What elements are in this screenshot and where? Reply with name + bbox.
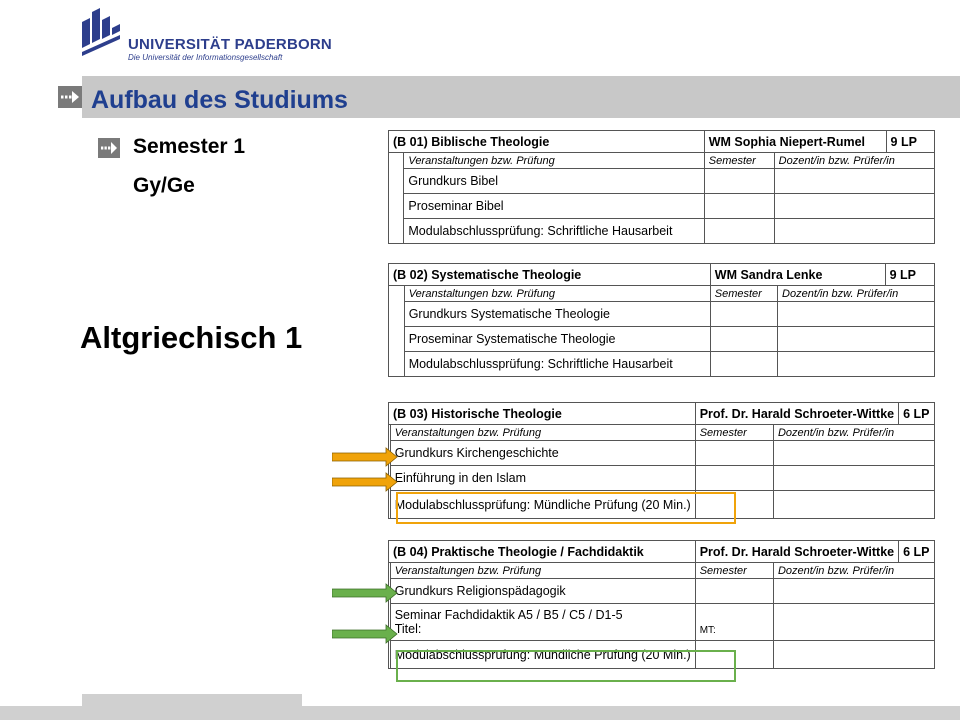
column-header-lecturer: Dozent/in bzw. Prüfer/in [778, 286, 935, 302]
module-credits: 9 LP [885, 264, 934, 286]
exam-highlight-orange [396, 492, 736, 524]
column-header-lecturer: Dozent/in bzw. Prüfer/in [773, 425, 934, 441]
arrow-right-icon [332, 583, 398, 603]
module-title: (B 02) Systematische Theologie [389, 264, 711, 286]
exam-highlight-green [396, 650, 736, 682]
course-row: Grundkurs Religionspädagogik [390, 579, 695, 604]
column-header-course: Veranstaltungen bzw. Prüfung [404, 153, 704, 169]
module-title: (B 04) Praktische Theologie / Fachdidaktik [389, 541, 696, 563]
exam-row: Modulabschlussprüfung: Schriftliche Hausarbeit [404, 352, 710, 377]
column-header-semester: Semester [695, 563, 773, 579]
course-row: Grundkurs Bibel [404, 169, 704, 194]
exam-row: Modulabschlussprüfung: Mündliche Prüfung (20 Min.) [390, 491, 695, 519]
course-row: Proseminar Bibel [404, 194, 704, 219]
column-header-lecturer: Dozent/in bzw. Prüfer/in [773, 563, 934, 579]
callout-altgriechisch: Altgriechisch 1 [80, 320, 303, 355]
seminar-label: Seminar Fachdidaktik A5 / B5 / C5 / D1-5 [394, 608, 623, 622]
course-row: Grundkurs Systematische Theologie [404, 302, 710, 327]
page-title: Aufbau des Studiums [91, 86, 348, 114]
title-label: Titel: [394, 622, 422, 636]
exam-row: Modulabschlussprüfung: Schriftliche Hausarbeit [404, 219, 704, 244]
column-header-semester: Semester [710, 286, 777, 302]
column-header-course: Veranstaltungen bzw. Prüfung [390, 425, 695, 441]
module-person: WM Sandra Lenke [710, 264, 885, 286]
arrow-bullet-icon [98, 138, 120, 158]
course-row: Grundkurs Kirchengeschichte [390, 441, 695, 466]
exam-row: Modulabschlussprüfung: Mündliche Prüfung (20 Min.) [390, 641, 695, 669]
course-row: Proseminar Systematische Theologie [404, 327, 710, 352]
arrow-right-icon [332, 447, 398, 467]
arrow-bullet-icon [58, 86, 82, 108]
university-tagline: Die Universität der Informationsgesellschaft [128, 53, 283, 62]
module-table-b01 [388, 130, 935, 244]
module-credits: 9 LP [886, 131, 934, 153]
course-row: Einführung in den Islam [390, 466, 695, 491]
module-person: Prof. Dr. Harald Schroeter-Wittke [695, 403, 898, 425]
module-credits: 6 LP [899, 541, 935, 563]
column-header-course: Veranstaltungen bzw. Prüfung [404, 286, 710, 302]
arrow-right-icon [332, 624, 398, 644]
arrow-right-icon [332, 472, 398, 492]
footer-tab [82, 694, 302, 706]
column-header-semester: Semester [704, 153, 774, 169]
module-credits: 6 LP [899, 403, 935, 425]
university-name: UNIVERSITÄT PADERBORN [128, 36, 332, 53]
module-table-b02 [388, 263, 935, 377]
footer-band [0, 706, 960, 720]
module-person: Prof. Dr. Harald Schroeter-Wittke [695, 541, 898, 563]
column-header-semester: Semester [695, 425, 773, 441]
course-row [390, 604, 695, 641]
module-title: (B 01) Biblische Theologie [389, 131, 705, 153]
column-header-course: Veranstaltungen bzw. Prüfung [390, 563, 695, 579]
bullet-semester: Semester 1 [133, 135, 246, 158]
module-title: (B 03) Historische Theologie [389, 403, 696, 425]
bullet-school-type: Gy/Ge [133, 174, 195, 197]
module-person: WM Sophia Niepert-Rumel [704, 131, 886, 153]
mt-label: MT: [699, 625, 716, 636]
column-header-lecturer: Dozent/in bzw. Prüfer/in [774, 153, 934, 169]
